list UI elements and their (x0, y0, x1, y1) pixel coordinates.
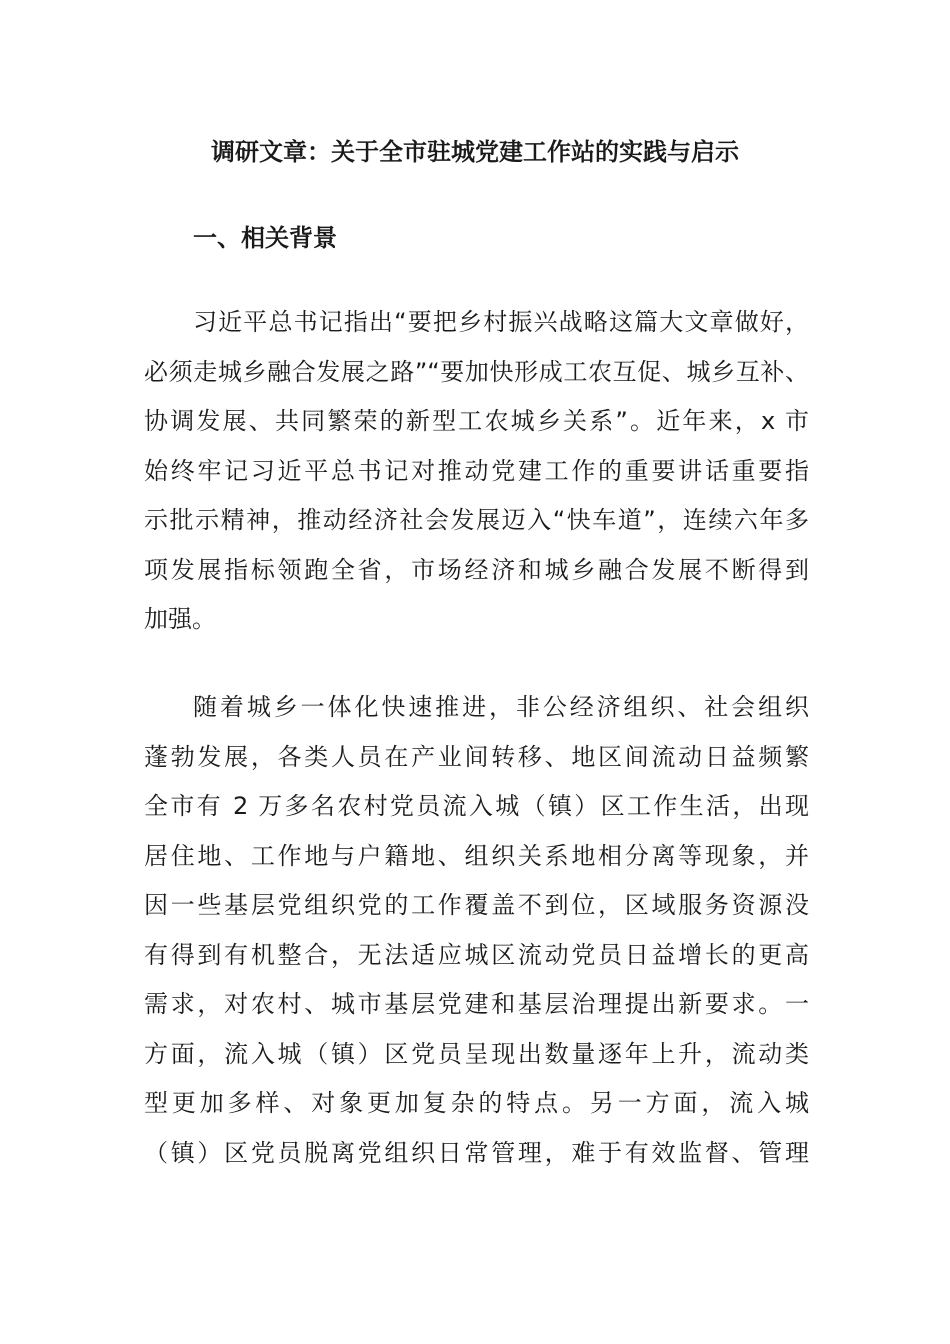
paragraph-line: 加强。 (144, 605, 216, 633)
paragraph-line: 全市有 2 万多名农村党员流入城（镇）区工作生活，出现 (144, 792, 809, 820)
paragraph-line: 因一些基层党组织党的工作覆盖不到位，区域服务资源没 (144, 891, 809, 919)
paragraph-line: 项发展指标领跑全省，市场经济和城乡融合发展不断得到 (144, 555, 809, 584)
paragraph-background-1 (144, 298, 809, 645)
paragraph-background-2 (144, 683, 809, 1178)
paragraph-line: 随着城乡一体化快速推进，非公经济组织、社会组织 (193, 693, 809, 721)
paragraph-line: 方面，流入城（镇）区党员呈现出数量逐年上升，流动类 (144, 1039, 809, 1068)
section-heading: 一、相关背景 (193, 224, 337, 252)
paragraph-line: 始终牢记习近平总书记对推动党建工作的重要讲话重要指 (144, 456, 809, 485)
paragraph-line: 型更加多样、对象更加复杂的特点。另一方面，流入城 (144, 1089, 809, 1117)
paragraph-line: 蓬勃发展，各类人员在产业间转移、地区间流动日益频繁 (144, 742, 809, 771)
paragraph-line: 需求，对农村、城市基层党建和基层治理提出新要求。一 (144, 990, 809, 1018)
document-title: 调研文章：关于全市驻城党建工作站的实践与启示 (211, 138, 739, 166)
paragraph-line: 示批示精神，推动经济社会发展迈入“快车道”，连续六年多 (144, 506, 809, 534)
paragraph-line: 协调发展、共同繁荣的新型工农城乡关系”。近年来，x 市 (144, 407, 809, 435)
paragraph-line: 居住地、工作地与户籍地、组织关系地相分离等现象，并 (144, 841, 809, 870)
paragraph-line: （镇）区党员脱离党组织日常管理，难于有效监督、管理 (144, 1138, 809, 1167)
paragraph-line: 习近平总书记指出“要把乡村振兴战略这篇大文章做好， (193, 308, 809, 336)
paragraph-line: 必须走城乡融合发展之路”“要加快形成工农互促、城乡互补、 (144, 357, 809, 386)
paragraph-line: 有得到有机整合，无法适应城区流动党员日益增长的更高 (144, 940, 809, 969)
